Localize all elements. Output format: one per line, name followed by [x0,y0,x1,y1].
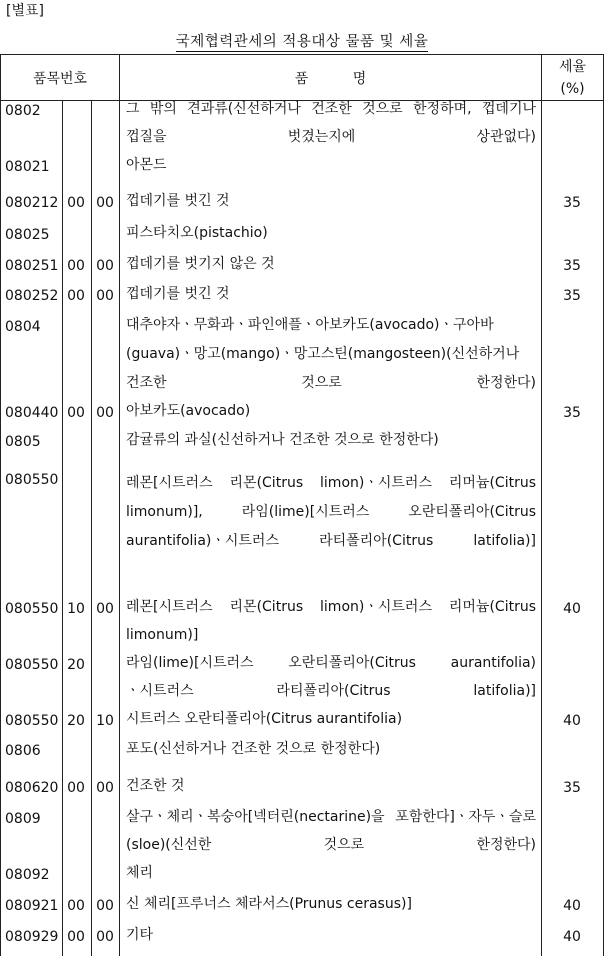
row-subcode-2: 00 [96,288,114,304]
row-subcode-2: 00 [96,195,114,211]
row-subcode-2: 00 [96,405,114,421]
row-code: 080620 [5,780,59,796]
row-code: 080929 [5,929,59,945]
header-rate: 세율 (%) [558,59,587,97]
row-rate: 40 [563,898,581,914]
row-code: 080550 [5,657,59,673]
table-left-border [0,54,1,956]
header-code: 품목번호 [32,71,88,87]
row-subcode-1: 10 [67,601,85,617]
row-code: 08092 [5,867,50,883]
row-rate: 35 [563,258,581,274]
row-description: 살구ㆍ체리ㆍ복숭아[넥터린(nectarine)을 포함한다]ㆍ자두ㆍ슬로(sloe)(신선한 것으로 한정한다) [126,809,536,853]
row-code: 0809 [5,811,41,827]
row-description: 아몬드 [126,157,167,173]
row-subcode-1: 00 [67,929,85,945]
row-rate: 40 [563,929,581,945]
name-column-divider [541,54,542,956]
row-description: 시트러스 오란티폴리아(Citrus aurantifolia) [126,711,403,727]
row-subcode-2: 00 [96,601,114,617]
row-subcode-1: 00 [67,288,85,304]
row-subcode-2: 00 [96,929,114,945]
row-description: 포도(신선하거나 건조한 것으로 한정한다) [126,741,381,757]
row-description: 기타 [126,927,154,943]
header-name: 품 명 [294,71,367,87]
row-description: 아보카도(avocado) [126,403,251,419]
row-description: 라임(lime)[시트러스 오란티폴리아(Citrus aurantifolia)ㆍ시트러스 라티폴리아(Citrus latifolia)] [126,655,536,699]
annex-label: [별표] [6,3,44,19]
row-rate: 35 [563,288,581,304]
row-subcode-2: 10 [96,713,114,729]
row-subcode-1: 00 [67,258,85,274]
row-subcode-1: 00 [67,195,85,211]
row-description: 신 체리[프루너스 체라서스(Prunus cerasus)] [126,896,412,912]
row-description: 감귤류의 과실(신선하거나 건조한 것으로 한정한다) [126,432,439,448]
row-code: 080550 [5,601,59,617]
row-description: 피스타치오(pistachio) [126,225,268,241]
row-subcode-2: 00 [96,258,114,274]
row-subcode-1: 00 [67,898,85,914]
row-code: 080921 [5,898,59,914]
row-subcode-1: 20 [67,713,85,729]
row-description: 체리 [126,865,154,881]
row-description: 레몬[시트러스 리몬(Citrus limon)ㆍ시트러스 리머늄(Citrus limonum)], 라임(lime)[시트러스 오란티폴리아(Citrus aurantifolia)ㆍ시트러스 라티폴리아(Citrus latifolia)] [126,475,536,549]
row-subcode-1: 00 [67,780,85,796]
row-code: 0802 [5,103,41,119]
row-code: 08021 [5,159,50,175]
row-description: 껍데기를 벗긴 것 [126,286,230,302]
table-top-border [0,54,604,55]
subcode-divider-1 [62,100,63,956]
row-rate: 35 [563,405,581,421]
row-code: 080252 [5,288,59,304]
row-code: 0805 [5,434,41,450]
code-column-divider [119,54,120,956]
row-description: 그 밖의 견과류(신선하거나 건조한 것으로 한정하며, 껍데기나 껍질을 벗겼는지에 상관없다) [126,101,536,145]
row-code: 080251 [5,258,59,274]
subcode-divider-2 [91,100,92,956]
row-rate: 40 [563,713,581,729]
document-title: 국제협력관세의 적용대상 물품 및 세율 [175,34,429,50]
row-code: 08025 [5,227,50,243]
row-description: 껍데기를 벗긴 것 [126,193,230,209]
row-code: 0804 [5,319,41,335]
row-rate: 35 [563,780,581,796]
row-rate: 35 [563,195,581,211]
row-subcode-1: 20 [67,657,85,673]
row-description: 껍데기를 벗기지 않은 것 [126,256,275,272]
row-subcode-1: 00 [67,405,85,421]
row-code: 080550 [5,713,59,729]
row-code: 080440 [5,405,59,421]
row-subcode-2: 00 [96,780,114,796]
row-description: 건조한 것 [126,778,185,794]
row-subcode-2: 00 [96,898,114,914]
row-code: 080212 [5,195,59,211]
row-description: 레몬[시트러스 리몬(Citrus limon)ㆍ시트러스 리머늄(Citrus limonum)] [126,599,536,643]
row-code: 080550 [5,472,59,488]
row-rate: 40 [563,601,581,617]
row-code: 0806 [5,743,41,759]
row-description: 대추야자ㆍ무화과ㆍ파인애플ㆍ아보카도(avocado)ㆍ구아바(guava)ㆍ망고(mango)ㆍ망고스틴(mangosteen)(신선하거나 건조한 것으로 한정한다) [126,317,536,391]
